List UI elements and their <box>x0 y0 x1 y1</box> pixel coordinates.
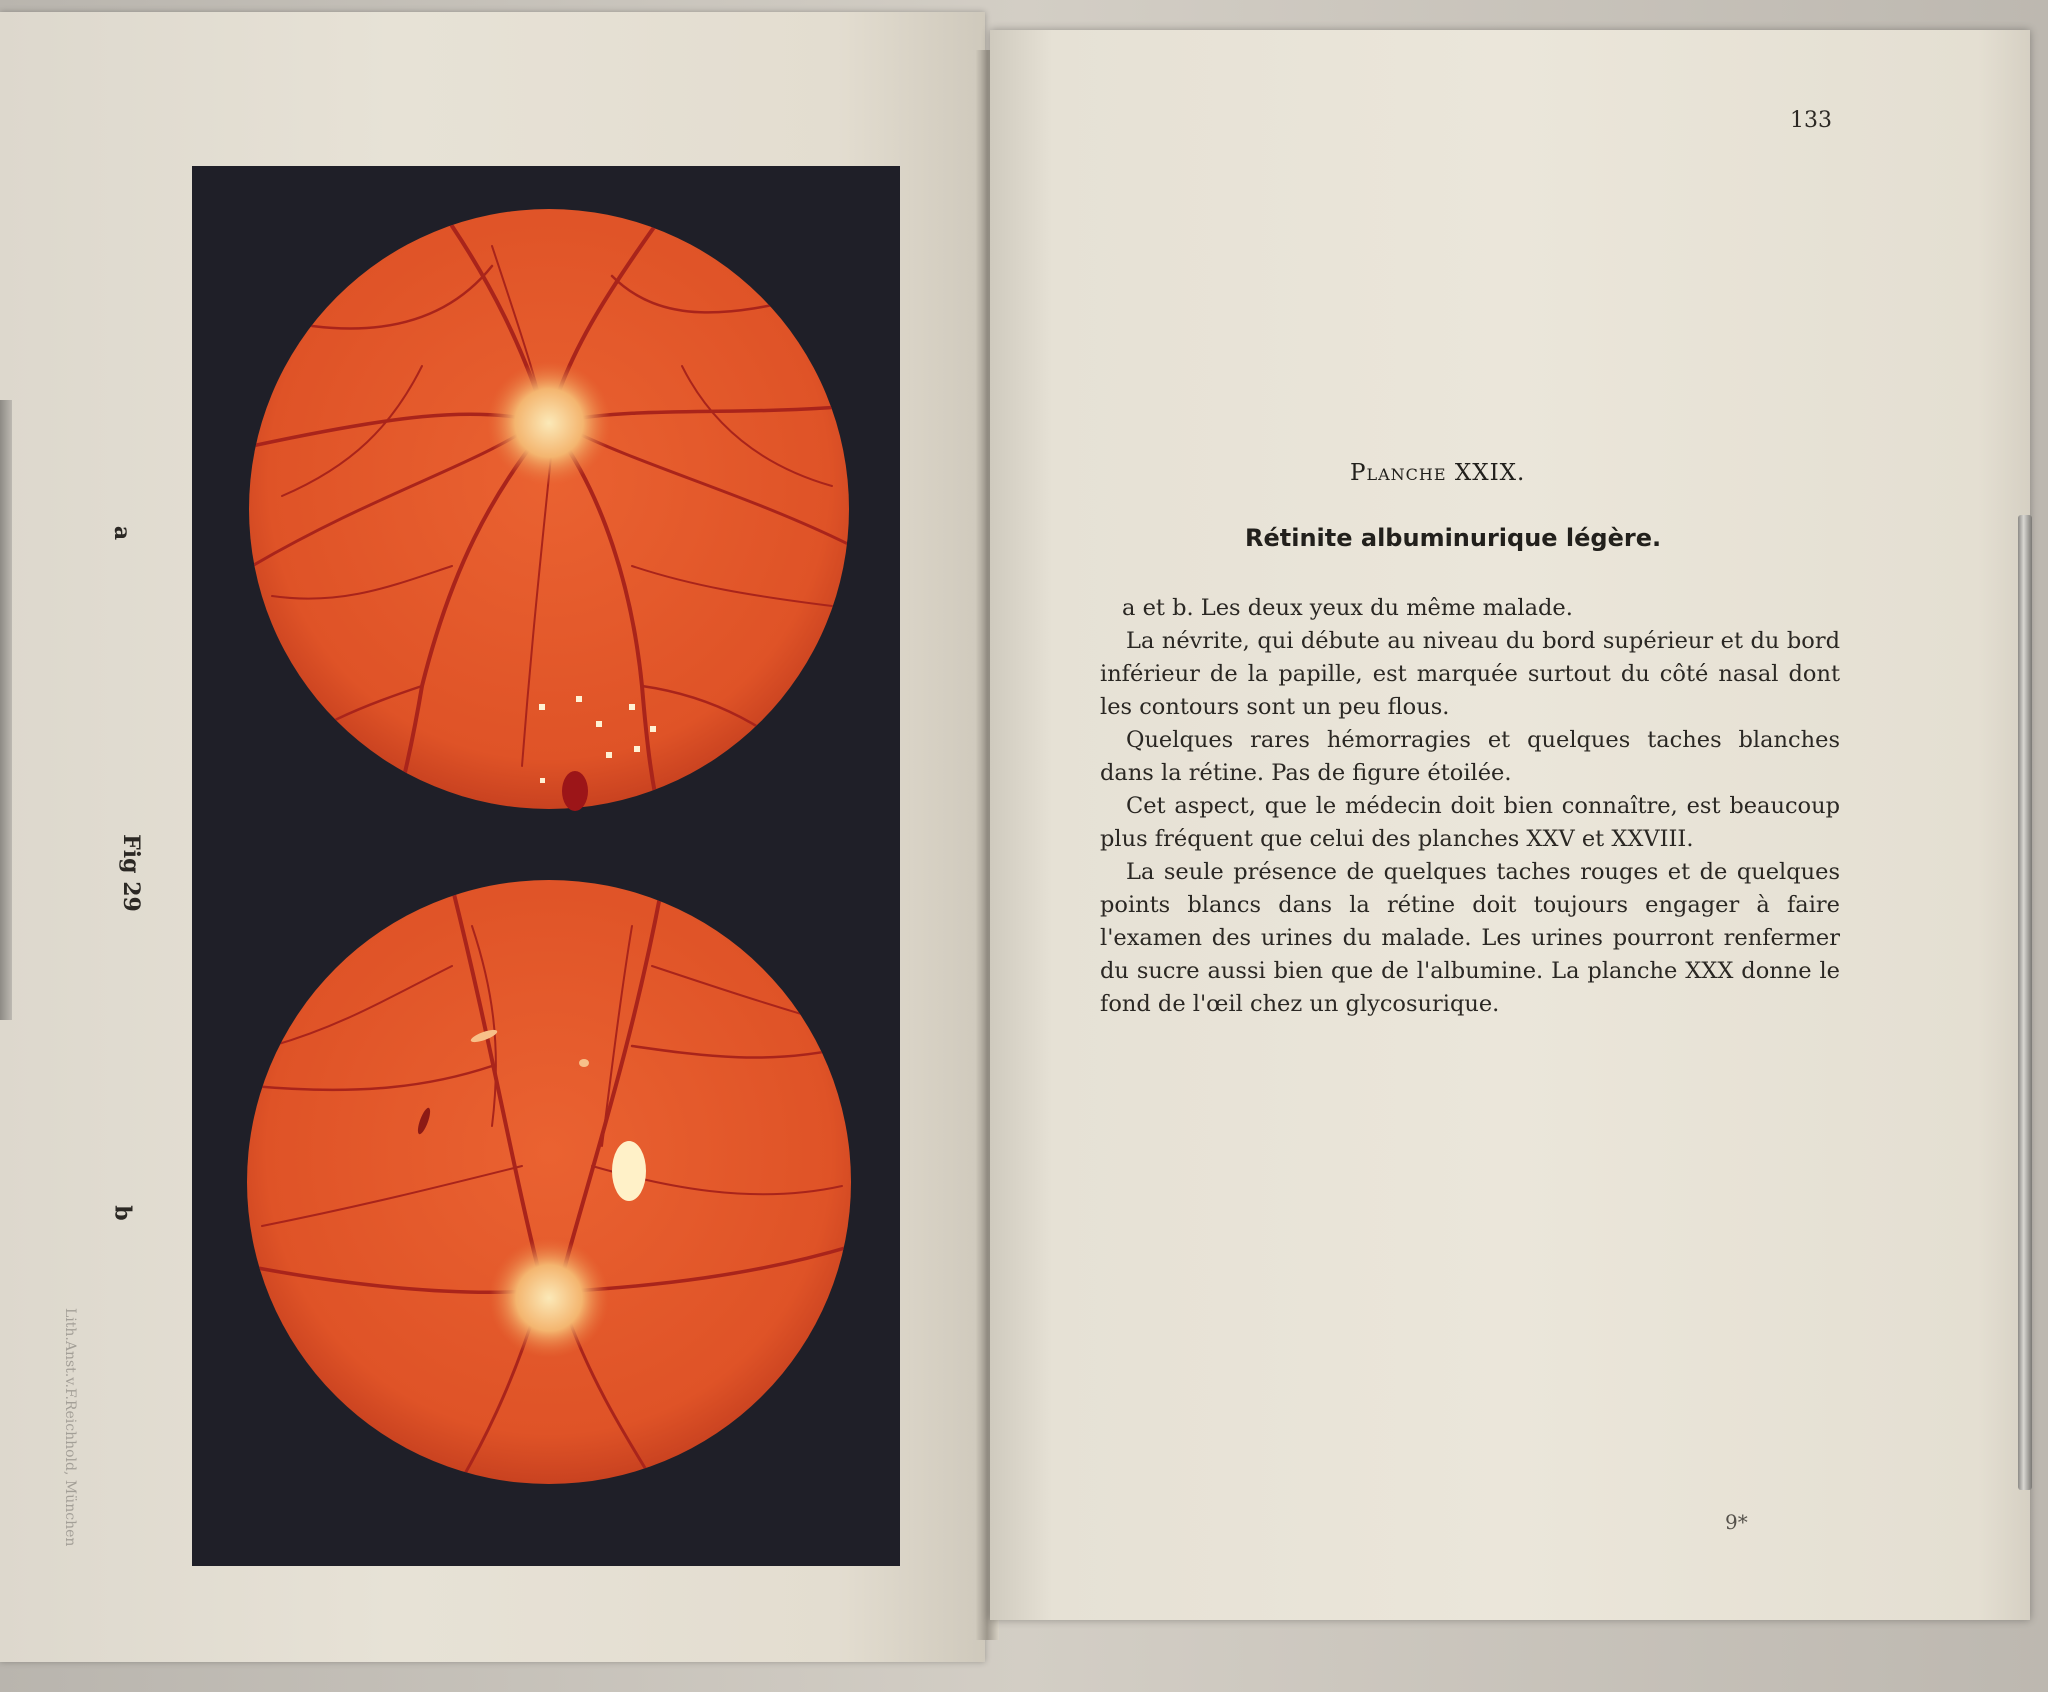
page-tab <box>2018 515 2032 1490</box>
left-page-edge <box>0 400 12 1020</box>
paragraph: La névrite, qui débute au niveau du bord supérieur et du bord inférieur de la papille, est marquée surtout du côté nasal dont les contours sont un peu flous. <box>1100 628 1840 720</box>
body-text <box>1100 592 1840 1021</box>
plate-subtitle: Rétinite albuminurique légère. <box>1245 524 1662 552</box>
paragraph: Cet aspect, que le médecin doit bien connaître, est beaucoup plus fréquent que celui des planches XXV et XXVIII. <box>1100 793 1840 852</box>
paragraph: a et b. Les deux yeux du même malade. <box>1122 595 1573 621</box>
lithographer-imprint: Lith.Anst.v.F.Reichhold, München <box>62 1308 78 1547</box>
figure-caption: Fig 29 <box>117 834 144 912</box>
page-number: 133 <box>1790 108 1832 133</box>
white-patch <box>612 1141 646 1201</box>
fundus-plate <box>192 166 900 1566</box>
white-spots <box>579 1059 589 1067</box>
hemorrhage <box>562 771 588 811</box>
label-a: a <box>109 525 136 541</box>
signature-mark: 9* <box>1725 1510 1748 1534</box>
paragraph: Quelques rares hémorragies et quelques taches blanches dans la rétine. Pas de figure étoilée. <box>1100 727 1840 786</box>
paragraph: La seule présence de quelques taches rouges et de quelques points blancs dans la rétine doit toujours engager à faire l'examen des urines du malade. Les urines pourront renfermer du sucre aussi bien que de l'albumine. La planche XXX donne le fond de l'œil chez un glycosurique. <box>1100 859 1840 1017</box>
plate-title: Planche XXIX. <box>1350 460 1526 486</box>
label-b: b <box>109 1205 136 1221</box>
